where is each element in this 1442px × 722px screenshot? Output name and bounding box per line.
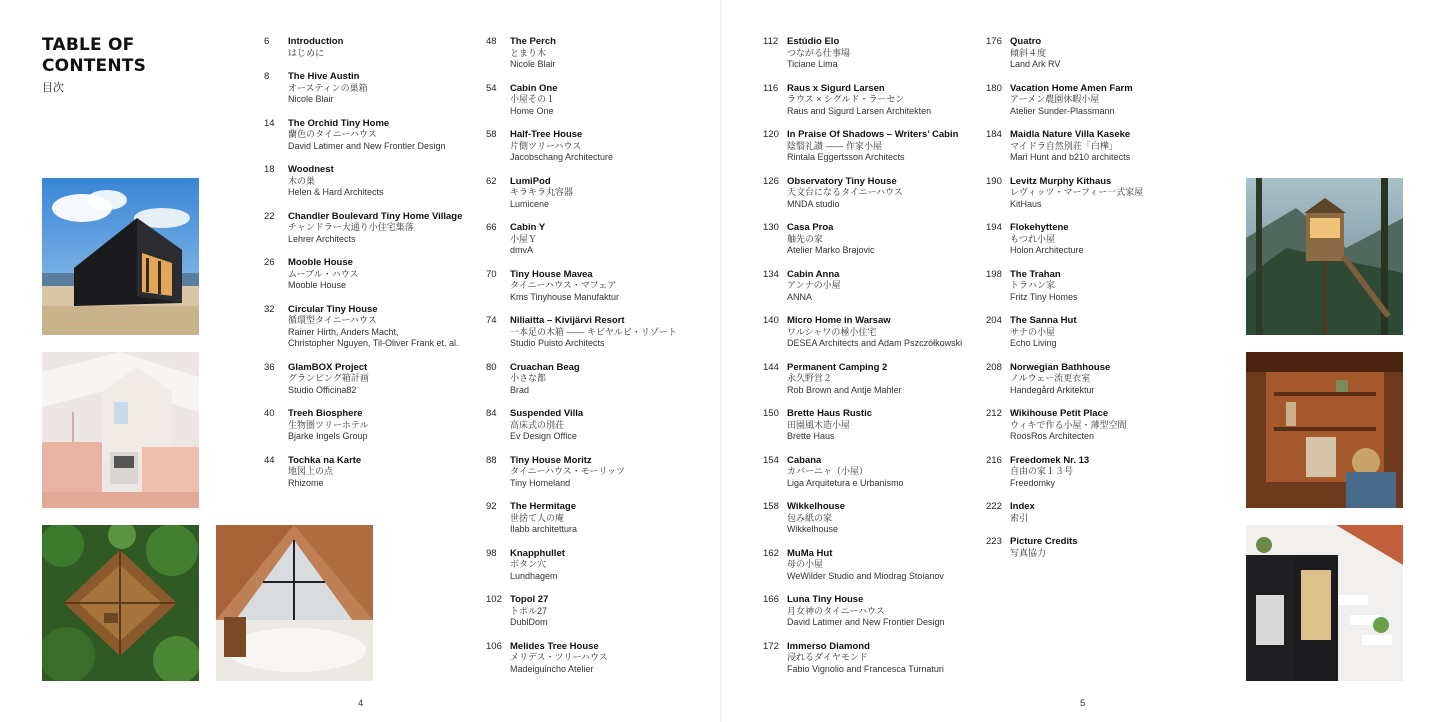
toc-entry-title: Cabin Anna: [787, 268, 840, 280]
toc-entry-credit: Wikkelhouse: [787, 524, 839, 534]
toc-entry-page-number: 112: [763, 36, 779, 47]
toc-entry-title: Cruachan Beag: [510, 361, 580, 373]
photo-white-staircase-shelves: [1246, 525, 1403, 681]
toc-column-2: [486, 36, 677, 687]
toc-entry[interactable]: [486, 315, 677, 350]
toc-entry-title: Micro Home in Warsaw: [787, 315, 891, 326]
toc-column-1: [264, 36, 462, 501]
toc-entry-title: Norwegian Bathhouse: [1010, 361, 1111, 373]
toc-entry-japanese-title: ボタン穴: [510, 559, 547, 569]
toc-entry-title: Knapphullet: [510, 547, 565, 559]
toc-entry-page-number: 150: [763, 408, 779, 419]
toc-entry-page-number: 184: [986, 129, 1002, 140]
toc-entry-title: Treeh Biosphere: [288, 408, 363, 419]
toc-entry-credit: Studio Puisto Architects: [510, 338, 605, 348]
toc-entry[interactable]: [986, 362, 1143, 397]
toc-entry[interactable]: [986, 315, 1143, 350]
toc-entry-title: MuMa Hut: [787, 547, 833, 559]
toc-entry-page-number: 22: [264, 210, 275, 222]
toc-entry-page-number: 44: [264, 454, 275, 466]
toc-entry[interactable]: [486, 129, 677, 164]
toc-entry-page-number: 88: [486, 454, 497, 466]
toc-entry-title: The Sanna Hut: [1010, 315, 1077, 326]
toc-entry-title: Tiny House Moritz: [510, 454, 592, 466]
toc-entry-title: Half-Tree House: [510, 129, 583, 140]
toc-entry-page-number: 190: [986, 175, 1002, 187]
toc-entry[interactable]: [486, 594, 677, 629]
page-title-line-2: CONTENTS: [42, 56, 147, 76]
toc-entry[interactable]: [486, 362, 677, 397]
toc-entry[interactable]: [986, 536, 1143, 559]
toc-entry-title: Luna Tiny House: [787, 594, 864, 605]
toc-entry[interactable]: [763, 455, 962, 490]
photo-black-cabin-lakeside: [42, 178, 199, 335]
toc-entry-japanese-title: 循環型タイニーハウス: [288, 315, 377, 325]
photo-aerial-diamond-cabin-forest: [42, 525, 199, 681]
toc-entry-japanese-title: サナの小屋: [1010, 326, 1056, 337]
toc-entry-page-number: 84: [486, 408, 497, 419]
toc-entry-title: Circular Tiny House: [288, 303, 378, 315]
toc-entry-credit: Rob Brown and Antje Mahler: [787, 384, 902, 395]
toc-entry-title: Immerso Diamond: [787, 640, 870, 652]
toc-entry-japanese-title: 浸れるダイヤモンド: [787, 652, 868, 662]
page-title: [42, 35, 146, 77]
page-number-left: 4: [358, 698, 364, 709]
toc-entry-page-number: 212: [986, 408, 1002, 419]
toc-entry-page-number: 162: [763, 547, 779, 559]
toc-entry-page-number: 98: [486, 547, 497, 559]
toc-entry[interactable]: [763, 176, 962, 211]
toc-entry-japanese-title: アンナの小屋: [787, 280, 841, 290]
toc-entry-credit: Land Ark RV: [1010, 59, 1061, 69]
toc-entry-title: Tochka na Karte: [288, 454, 362, 466]
toc-entry-japanese-title: 地図上の点: [288, 466, 334, 476]
toc-entry[interactable]: [264, 455, 462, 490]
toc-entry[interactable]: [486, 269, 677, 304]
toc-entry-credit: Fabio Vignolio and Francesca Turnaturi: [787, 663, 944, 674]
toc-entry-title: Wikihouse Petit Place: [1010, 408, 1109, 419]
toc-entry-title: Cabin One: [510, 82, 558, 94]
toc-entry-credit: Brad: [510, 384, 530, 395]
page-subtitle-japanese: 目次: [42, 82, 64, 94]
toc-entry[interactable]: [486, 501, 677, 536]
toc-entry-credit: David Latimer and New Frontier Design: [787, 617, 945, 627]
toc-entry-page-number: 116: [763, 82, 779, 94]
toc-entry-page-number: 154: [763, 454, 779, 466]
toc-entry-title: Maidla Nature Villa Kaseke: [1010, 129, 1131, 140]
toc-entry[interactable]: [763, 83, 962, 118]
toc-entry-title: Flokehyttene: [1010, 222, 1069, 233]
toc-entry[interactable]: [264, 211, 462, 246]
toc-entry-credit: Handegård Arkitektur: [1010, 384, 1095, 395]
toc-entry-page-number: 26: [264, 257, 275, 268]
toc-entry-credit: Fritz Tiny Homes: [1010, 291, 1078, 302]
toc-entry-title: Introduction: [288, 36, 344, 47]
toc-entry-title: The Orchid Tiny Home: [288, 117, 390, 129]
toc-entry-page-number: 40: [264, 408, 275, 419]
toc-entry-page-number: 176: [986, 36, 1002, 47]
toc-entry-japanese-title: ラウス × シグルド・ラーセン: [787, 94, 905, 104]
toc-entry[interactable]: [986, 36, 1143, 71]
toc-entry-japanese-title: トラハン家: [1010, 280, 1056, 290]
toc-entry-page-number: 130: [763, 222, 779, 233]
toc-entry[interactable]: [986, 269, 1143, 304]
toc-entry-page-number: 62: [486, 175, 497, 187]
photo-a-frame-bedroom: [216, 525, 373, 681]
toc-entry-page-number: 140: [763, 315, 779, 326]
toc-entry-japanese-title: 母の小屋: [787, 559, 824, 569]
toc-entry-credit: Holon Architecture: [1010, 245, 1084, 255]
toc-entry-page-number: 70: [486, 268, 497, 280]
toc-entry-page-number: 80: [486, 361, 497, 373]
toc-entry-japanese-title: 一本足の木箱 ―― キビヤルビ・リゾート: [510, 326, 677, 337]
toc-entry-credit: Home One: [510, 105, 554, 116]
toc-entry-page-number: 134: [763, 268, 779, 280]
toc-entry[interactable]: [763, 222, 962, 257]
toc-entry-japanese-title: 天文台になるタイニーハウス: [787, 187, 903, 197]
toc-entry-japanese-title: 陰翳礼讃 ―― 作家小屋: [787, 140, 883, 151]
toc-entry-credit: Mari Hunt and b210 architects: [1010, 152, 1131, 162]
toc-entry-title: LumiPod: [510, 175, 551, 187]
toc-entry-page-number: 18: [264, 164, 275, 175]
toc-entry[interactable]: [264, 36, 462, 59]
toc-entry[interactable]: [486, 222, 677, 257]
toc-entry-credit: Echo Living: [1010, 338, 1057, 348]
toc-entry[interactable]: [763, 641, 962, 676]
toc-entry-page-number: 144: [763, 361, 779, 373]
toc-entry-credit: Madeiguincho Atelier: [510, 663, 594, 674]
toc-entry-title: Estúdio Elo: [787, 36, 840, 47]
toc-entry-credit: Christopher Nguyen, Til-Oliver Frank et. al.: [288, 338, 459, 348]
toc-entry-credit: David Latimer and New Frontier Design: [288, 140, 446, 151]
toc-entry[interactable]: [264, 164, 462, 199]
toc-entry[interactable]: [763, 548, 962, 583]
toc-entry-japanese-title: 包み紙の家: [787, 512, 833, 523]
toc-entry-japanese-title: 生物圏ツリーホテル: [288, 419, 369, 430]
toc-entry-credit: Lumicene: [510, 198, 550, 209]
toc-entry[interactable]: [986, 501, 1143, 524]
toc-entry-page-number: 92: [486, 501, 497, 512]
toc-entry-credit: Ev Design Office: [510, 431, 577, 441]
toc-entry-page-number: 102: [486, 594, 502, 605]
toc-entry-japanese-title: とまり木: [510, 47, 547, 58]
toc-entry-japanese-title: アーメン農園休暇小屋: [1010, 94, 1100, 104]
toc-entry-page-number: 8: [264, 71, 270, 82]
toc-entry-credit: Atelier Sunder-Plassmann: [1010, 105, 1115, 116]
toc-entry-title: Suspended Villa: [510, 408, 584, 419]
toc-entry-title: Quatro: [1010, 36, 1042, 47]
toc-column-3: [763, 36, 962, 687]
toc-entry-title: The Trahan: [1010, 268, 1061, 280]
toc-entry-page-number: 32: [264, 303, 275, 315]
toc-entry-page-number: 106: [486, 640, 502, 652]
toc-entry[interactable]: [264, 408, 462, 443]
photo-treehouse-mountains: [1246, 178, 1403, 335]
toc-entry[interactable]: [264, 257, 462, 292]
photo-wooden-interior-shelves: [1246, 352, 1403, 508]
toc-entry-credit: Lundhagem: [510, 570, 558, 581]
toc-entry-title: Brette Haus Rustic: [787, 408, 872, 419]
toc-entry-credit: MNDA studio: [787, 198, 840, 209]
toc-entry-title: Cabana: [787, 454, 822, 466]
toc-entry[interactable]: [763, 408, 962, 443]
toc-entry-japanese-title: 片側ツリーハウス: [510, 140, 582, 151]
toc-entry-japanese-title: 写真協力: [1010, 547, 1047, 558]
toc-entry[interactable]: [763, 129, 962, 164]
toc-entry-title: Chandler Boulevard Tiny Home Village: [288, 210, 463, 222]
toc-entry-title: Casa Proa: [787, 222, 834, 233]
toc-entry-title: Niliaitta – Kivijärvi Resort: [510, 315, 625, 326]
toc-entry-japanese-title: タイニーハウス・モーリッツ: [510, 466, 626, 476]
toc-entry-credit: Ilabb architettura: [510, 524, 578, 534]
toc-entry[interactable]: [264, 118, 462, 153]
toc-entry[interactable]: [486, 83, 677, 118]
toc-column-4: [986, 36, 1143, 571]
toc-entry-title: The Perch: [510, 36, 556, 47]
toc-entry-japanese-title: チャンドラー大通り小住宅集落: [288, 222, 414, 232]
toc-entry[interactable]: [486, 408, 677, 443]
toc-entry-page-number: 120: [763, 129, 779, 140]
toc-entry[interactable]: [763, 362, 962, 397]
toc-entry-japanese-title: 舳先の家: [787, 233, 824, 244]
toc-entry-credit: Kms Tinyhouse Manufaktur: [510, 291, 620, 302]
toc-entry-page-number: 36: [264, 361, 275, 373]
toc-entry-credit: ANNA: [787, 291, 813, 302]
toc-entry-japanese-title: レヴィッツ・マーフィー一式家屋: [1010, 187, 1144, 197]
toc-entry-credit: Rhizome: [288, 477, 324, 488]
toc-entry-credit: Jacobschang Architecture: [510, 152, 614, 162]
toc-entry-credit: Rintala Eggertsson Architects: [787, 152, 905, 162]
toc-entry-japanese-title: はじめに: [288, 47, 325, 58]
toc-entry-page-number: 58: [486, 129, 497, 140]
toc-entry[interactable]: [986, 83, 1143, 118]
toc-entry-page-number: 166: [763, 594, 779, 605]
toc-entry-page-number: 126: [763, 175, 779, 187]
toc-entry-japanese-title: ムーブル・ハウス: [288, 268, 359, 279]
toc-entry[interactable]: [486, 548, 677, 583]
toc-entry-page-number: 208: [986, 361, 1002, 373]
toc-entry-title: Levitz Murphy Kithaus: [1010, 175, 1112, 187]
toc-entry[interactable]: [264, 304, 462, 350]
toc-entry-title: Mooble House: [288, 257, 353, 268]
toc-entry-page-number: 14: [264, 117, 275, 129]
toc-entry-page-number: 180: [986, 82, 1002, 94]
toc-entry-credit: KitHaus: [1010, 198, 1042, 209]
toc-entry-page-number: 204: [986, 315, 1002, 326]
toc-entry[interactable]: [986, 129, 1143, 164]
toc-entry-credit: Liga Arquitetura e Urbanismo: [787, 477, 904, 488]
toc-entry-title: Tiny House Mavea: [510, 268, 593, 280]
toc-entry-credit: Helen & Hard Architects: [288, 187, 384, 197]
toc-entry-credit: Nicole Blair: [510, 59, 556, 69]
toc-entry[interactable]: [986, 222, 1143, 257]
spread-fold: [720, 0, 722, 722]
page-number-right: 5: [1080, 698, 1086, 709]
toc-entry-page-number: 172: [763, 640, 779, 652]
toc-entry-japanese-title: 月女神のタイニーハウス: [787, 605, 885, 616]
toc-entry-japanese-title: ウィキで作る小屋・薄型空間: [1010, 419, 1127, 430]
toc-entry-japanese-title: タイニーハウス・マフェア: [510, 280, 617, 290]
toc-entry-japanese-title: 索引: [1010, 512, 1029, 523]
toc-entry-credit: Lehrer Architects: [288, 233, 356, 244]
toc-entry[interactable]: [486, 36, 677, 71]
toc-entry-japanese-title: マイドラ自然別荘「白樺」: [1010, 140, 1118, 151]
toc-entry-japanese-title: グランピング箱計画: [288, 373, 369, 383]
toc-entry-title: In Praise Of Shadows – Writers’ Cabin: [787, 129, 959, 140]
toc-entry-credit: Studio Officina82: [288, 384, 357, 395]
toc-entry-page-number: 216: [986, 454, 1002, 466]
toc-entry-japanese-title: 田園風木造小屋: [787, 419, 851, 430]
toc-entry-page-number: 54: [486, 82, 497, 94]
page-title-line-1: TABLE OF: [42, 35, 135, 55]
toc-entry[interactable]: [986, 455, 1143, 490]
toc-entry-title: Index: [1010, 501, 1035, 512]
toc-entry-credit: Rainer Hirth, Anders Macht,: [288, 326, 399, 337]
toc-entry[interactable]: [264, 71, 462, 106]
toc-entry-page-number: 223: [986, 536, 1002, 547]
toc-entry-japanese-title: 蘭色のタイニーハウス: [288, 129, 377, 139]
toc-entry[interactable]: [763, 269, 962, 304]
photo-pink-interior-loft: [42, 352, 199, 508]
toc-entry-japanese-title: 小さな都: [510, 373, 547, 383]
toc-entry-title: Raus x Sigurd Larsen: [787, 82, 885, 94]
toc-entry-japanese-title: トポル27: [510, 605, 548, 616]
toc-entry-credit: Raus and Sigurd Larsen Architekten: [787, 105, 932, 116]
toc-entry-credit: Bjarke Ingels Group: [288, 431, 368, 441]
toc-entry[interactable]: [486, 455, 677, 490]
toc-entry-title: Vacation Home Amen Farm: [1010, 82, 1133, 94]
toc-entry[interactable]: [763, 315, 962, 350]
toc-entry-credit: dmvA: [510, 245, 534, 255]
toc-entry-page-number: 194: [986, 222, 1002, 233]
toc-entry-credit: RoosRos Architecten: [1010, 431, 1095, 441]
toc-entry-title: Picture Credits: [1010, 536, 1078, 547]
toc-entry[interactable]: [763, 36, 962, 71]
toc-entry-japanese-title: 自由の家１３号: [1010, 466, 1074, 476]
toc-entry[interactable]: [763, 594, 962, 629]
toc-entry-japanese-title: ノルウェー流更衣室: [1010, 373, 1091, 383]
toc-entry-japanese-title: つながる仕事場: [787, 47, 851, 58]
toc-entry-japanese-title: メリデス・ツリーハウス: [510, 652, 608, 662]
toc-entry-japanese-title: 傾斜４度: [1010, 47, 1047, 58]
toc-entry-japanese-title: 小屋Ｙ: [510, 233, 538, 244]
toc-entry-japanese-title: 世捨て人の庵: [510, 512, 565, 523]
toc-entry-credit: DublDom: [510, 617, 548, 627]
toc-entry-credit: WeWilder Studio and Miodrag Stoianov: [787, 570, 944, 581]
toc-entry-title: The Hermitage: [510, 501, 576, 512]
toc-entry-page-number: 198: [986, 268, 1002, 280]
toc-entry-title: Freedomek Nr. 13: [1010, 454, 1090, 466]
toc-entry-japanese-title: 小屋その１: [510, 94, 556, 104]
toc-entry-title: GlamBOX Project: [288, 361, 368, 373]
toc-entry-title: Observatory Tiny House: [787, 175, 897, 187]
toc-entry-page-number: 222: [986, 501, 1002, 512]
toc-entry-japanese-title: オースティンの巣箱: [288, 82, 368, 93]
toc-entry-credit: Nicole Blair: [288, 94, 334, 104]
toc-entry-page-number: 66: [486, 222, 497, 233]
toc-entry-credit: Tiny Homeland: [510, 477, 571, 488]
toc-entry-page-number: 74: [486, 315, 497, 326]
toc-entry-page-number: 48: [486, 36, 497, 47]
toc-entry-credit: Brette Haus: [787, 431, 835, 441]
toc-entry[interactable]: [486, 641, 677, 676]
toc-entry-japanese-title: ワルシャワの極小住宅: [787, 326, 877, 337]
toc-entry-title: Topol 27: [510, 594, 549, 605]
toc-entry-japanese-title: 木の巣: [288, 175, 316, 186]
toc-entry-credit: Ticiane Lima: [787, 59, 838, 69]
toc-entry[interactable]: [486, 176, 677, 211]
toc-entry-credit: DESEA Architects and Adam Pszczółkowski: [787, 338, 963, 348]
toc-entry-title: The Hive Austin: [288, 71, 360, 82]
toc-entry-japanese-title: 高床式の別荘: [510, 419, 565, 430]
toc-entry[interactable]: [763, 501, 962, 536]
toc-entry-japanese-title: カバーニャ（小屋）: [787, 466, 869, 476]
toc-entry-page-number: 158: [763, 501, 779, 512]
toc-entry-credit: Freedomky: [1010, 477, 1056, 488]
toc-entry-japanese-title: もつれ小屋: [1010, 233, 1056, 244]
toc-entry-credit: Mooble House: [288, 280, 347, 290]
toc-entry-title: Wikkelhouse: [787, 501, 845, 512]
toc-entry-japanese-title: 永久野営２: [787, 373, 833, 383]
toc-entry-title: Woodnest: [288, 164, 334, 175]
toc-entry-title: Permanent Camping 2: [787, 361, 888, 373]
toc-entry-page-number: 6: [264, 36, 270, 47]
toc-entry[interactable]: [264, 362, 462, 397]
toc-entry[interactable]: [986, 408, 1143, 443]
toc-entry-japanese-title: キラキラ丸容器: [510, 187, 574, 197]
toc-entry[interactable]: [986, 176, 1143, 211]
toc-entry-title: Melides Tree House: [510, 640, 599, 652]
toc-entry-title: Cabin Y: [510, 222, 546, 233]
toc-entry-credit: Atelier Marko Brajovic: [787, 245, 875, 255]
